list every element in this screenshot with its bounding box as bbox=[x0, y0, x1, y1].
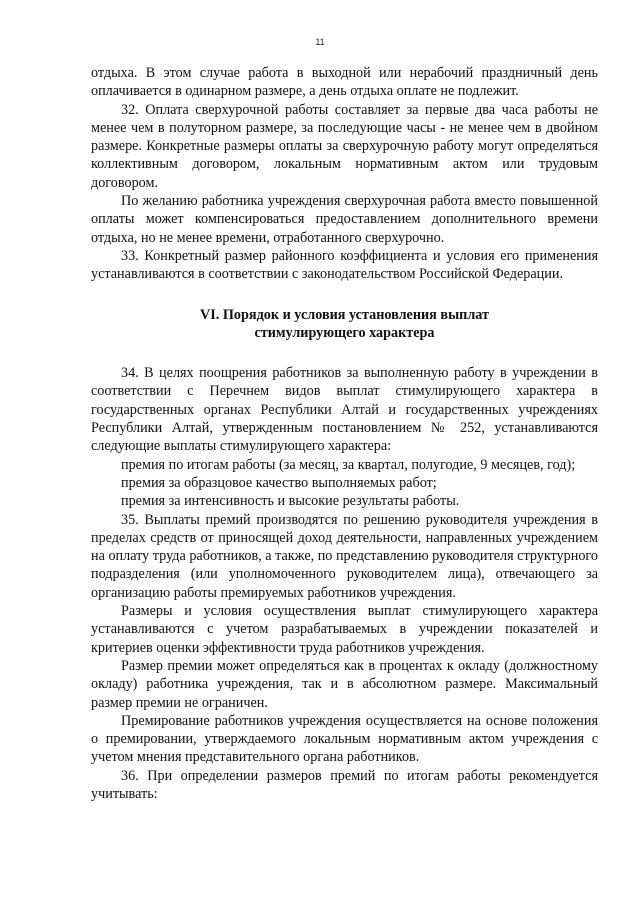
paragraph-bonus-conditions: Размеры и условия осуществления выплат стимулирующего характера устанавливаются с учетом разрабатываемых в учреждении показателей и критериев оценки эффективности труда работников учреждения. bbox=[91, 603, 598, 656]
paragraph-34: 34. В целях поощрения работников за выполненную работу в учреждении в соответствии с Перечнем видов выплат стимулирующего характера в государственных органах Республики Алтай и государственных учреждениях Республики Алтай, утвержденным постановлением № 252, устанавливаются следующие выплаты стимулирующего характера: bbox=[91, 365, 598, 455]
page-number: 11 bbox=[315, 37, 325, 47]
list-item-bonus-quality: премия за образцовое качество выполняемых работ; bbox=[121, 474, 437, 491]
paragraph-bonus-regulation: Премирование работников учреждения осуществляется на основе положения о премировании, утверждаемого локальным нормативным актом учреждения с учетом мнения представительного органа работников. bbox=[91, 712, 598, 766]
paragraph-overtime-compensation: По желанию работника учреждения сверхурочная работа вместо повышенной оплаты может компенсироваться предоставлением дополнительного времени отдыха, но не менее времени, отработанного сверхурочно. bbox=[91, 193, 598, 246]
list-item-bonus-intensity: премия за интенсивность и высокие результаты работы. bbox=[121, 493, 460, 510]
paragraph-continuation: отдыха. В этом случае работа в выходной или нерабочий праздничный день оплачивается в одинарном размере, а день отдыха оплате не подлежит. bbox=[91, 65, 598, 100]
paragraph-bonus-size: Размер премии может определяться как в процентах к окладу (должностному окладу) работника учреждения, так и в абсолютном размере. Максимальный размер премии не ограничен. bbox=[91, 657, 598, 711]
list-item-bonus-results: премия по итогам работы (за месяц, за квартал, полугодие, 9 месяцев, год); bbox=[121, 456, 576, 473]
paragraph-36: 36. При определении размеров премий по итогам работы рекомендуется учитывать: bbox=[91, 767, 598, 802]
section-heading-line-1: VI. Порядок и условия установления выплат bbox=[200, 306, 489, 323]
document-body bbox=[91, 64, 598, 803]
paragraph-32: 32. Оплата сверхурочной работы составляет за первые два часа работы не менее чем в полуторном размере, за последующие часы - не менее чем в двойном размере. Конкретные размеры оплаты за сверхурочную работу могут определяться коллективным договором, локальным нормативным актом или трудовым договором. bbox=[91, 101, 598, 191]
paragraph-35: 35. Выплаты премий производятся по решению руководителя учреждения в пределах средств от приносящей доход деятельности, направленных учреждением на оплату труда работников, а также, по представлению руководителя структурного подразделения (или уполномоченного руководителем лица), отвечающего за организацию работы премируемых работников учреждения. bbox=[91, 511, 598, 601]
section-heading-line-2: стимулирующего характера bbox=[254, 324, 435, 341]
section-heading bbox=[91, 306, 598, 343]
paragraph-33: 33. Конкретный размер районного коэффициента и условия его применения устанавливаются в соответствии с законодательством Российской Федерации. bbox=[91, 247, 598, 283]
